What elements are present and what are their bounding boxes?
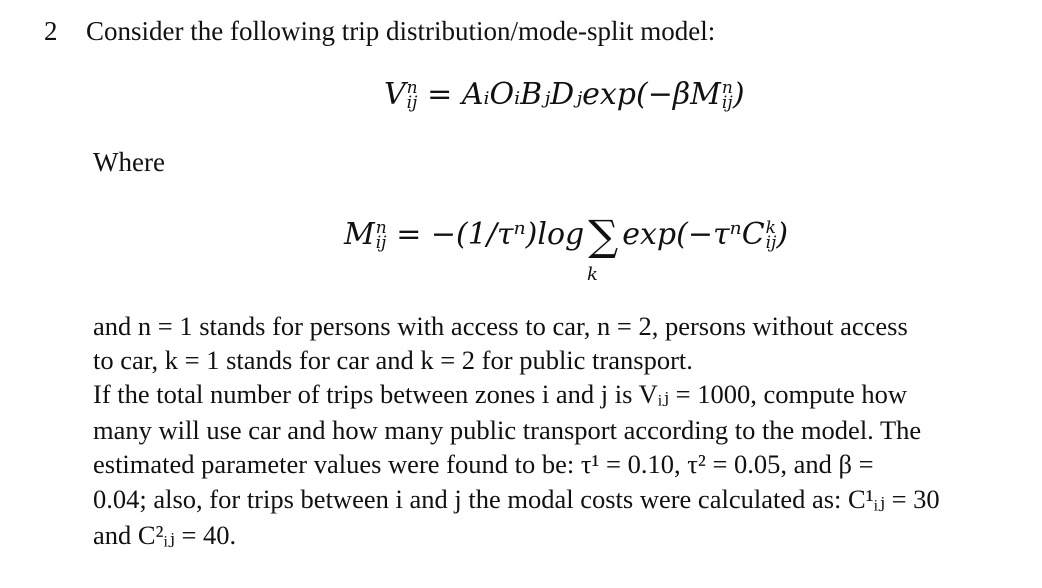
eq2-rhs-sub: ij [765,233,777,253]
eq2-mid: = −(1/τⁿ)log [396,217,585,252]
summation-sign: ∑ [588,211,619,260]
eq2-close: ) [776,217,789,252]
body-line-1: and n = 1 stands for persons with access to car, n = 2, persons without access [93,311,908,341]
where-label: Where [93,147,165,177]
equation-composite-cost [344,211,788,260]
eq2-lhs-sub: ij [375,233,387,253]
body-line-5: estimated parameter values were found to be: τ¹ = 0.10, τ² = 0.05, and β = [93,449,874,479]
body-line-7: and C²ᵢⱼ = 40. [93,520,237,550]
eq2-lhs-sup: n [375,218,387,238]
eq2-rhs: exp(−τⁿC [622,217,765,252]
problem-intro: Consider the following trip distribution/mode-split model: [86,16,716,46]
equation-trip-volume [384,77,745,112]
eq1-lhs-sup: n [406,78,418,98]
body-line-6: 0.04; also, for trips between i and j the modal costs were calculated as: C¹ᵢⱼ = 30 [93,484,940,514]
eq1-rhs-sup: n [721,78,733,98]
eq1-rhs-sub: ij [721,93,733,113]
eq1-close: ) [732,77,745,112]
eq1-lhs-sub: ij [406,93,418,113]
eq2-rhs-sup: k [765,218,776,238]
eq2-lhs: M [344,217,375,252]
problem-number: 2 [44,16,58,46]
body-line-2: to car, k = 1 stands for car and k = 2 for public transport. [93,345,693,375]
summation-index: k [587,264,598,285]
eq1-lhs: V [384,77,406,112]
body-line-3: If the total number of trips between zones i and j is Vᵢⱼ = 1000, compute how [93,379,907,409]
body-line-4: many will use car and how many public transport according to the model. The [93,415,922,445]
eq1-rhs: = AᵢOᵢBⱼDⱼexp(−βM [427,77,721,112]
